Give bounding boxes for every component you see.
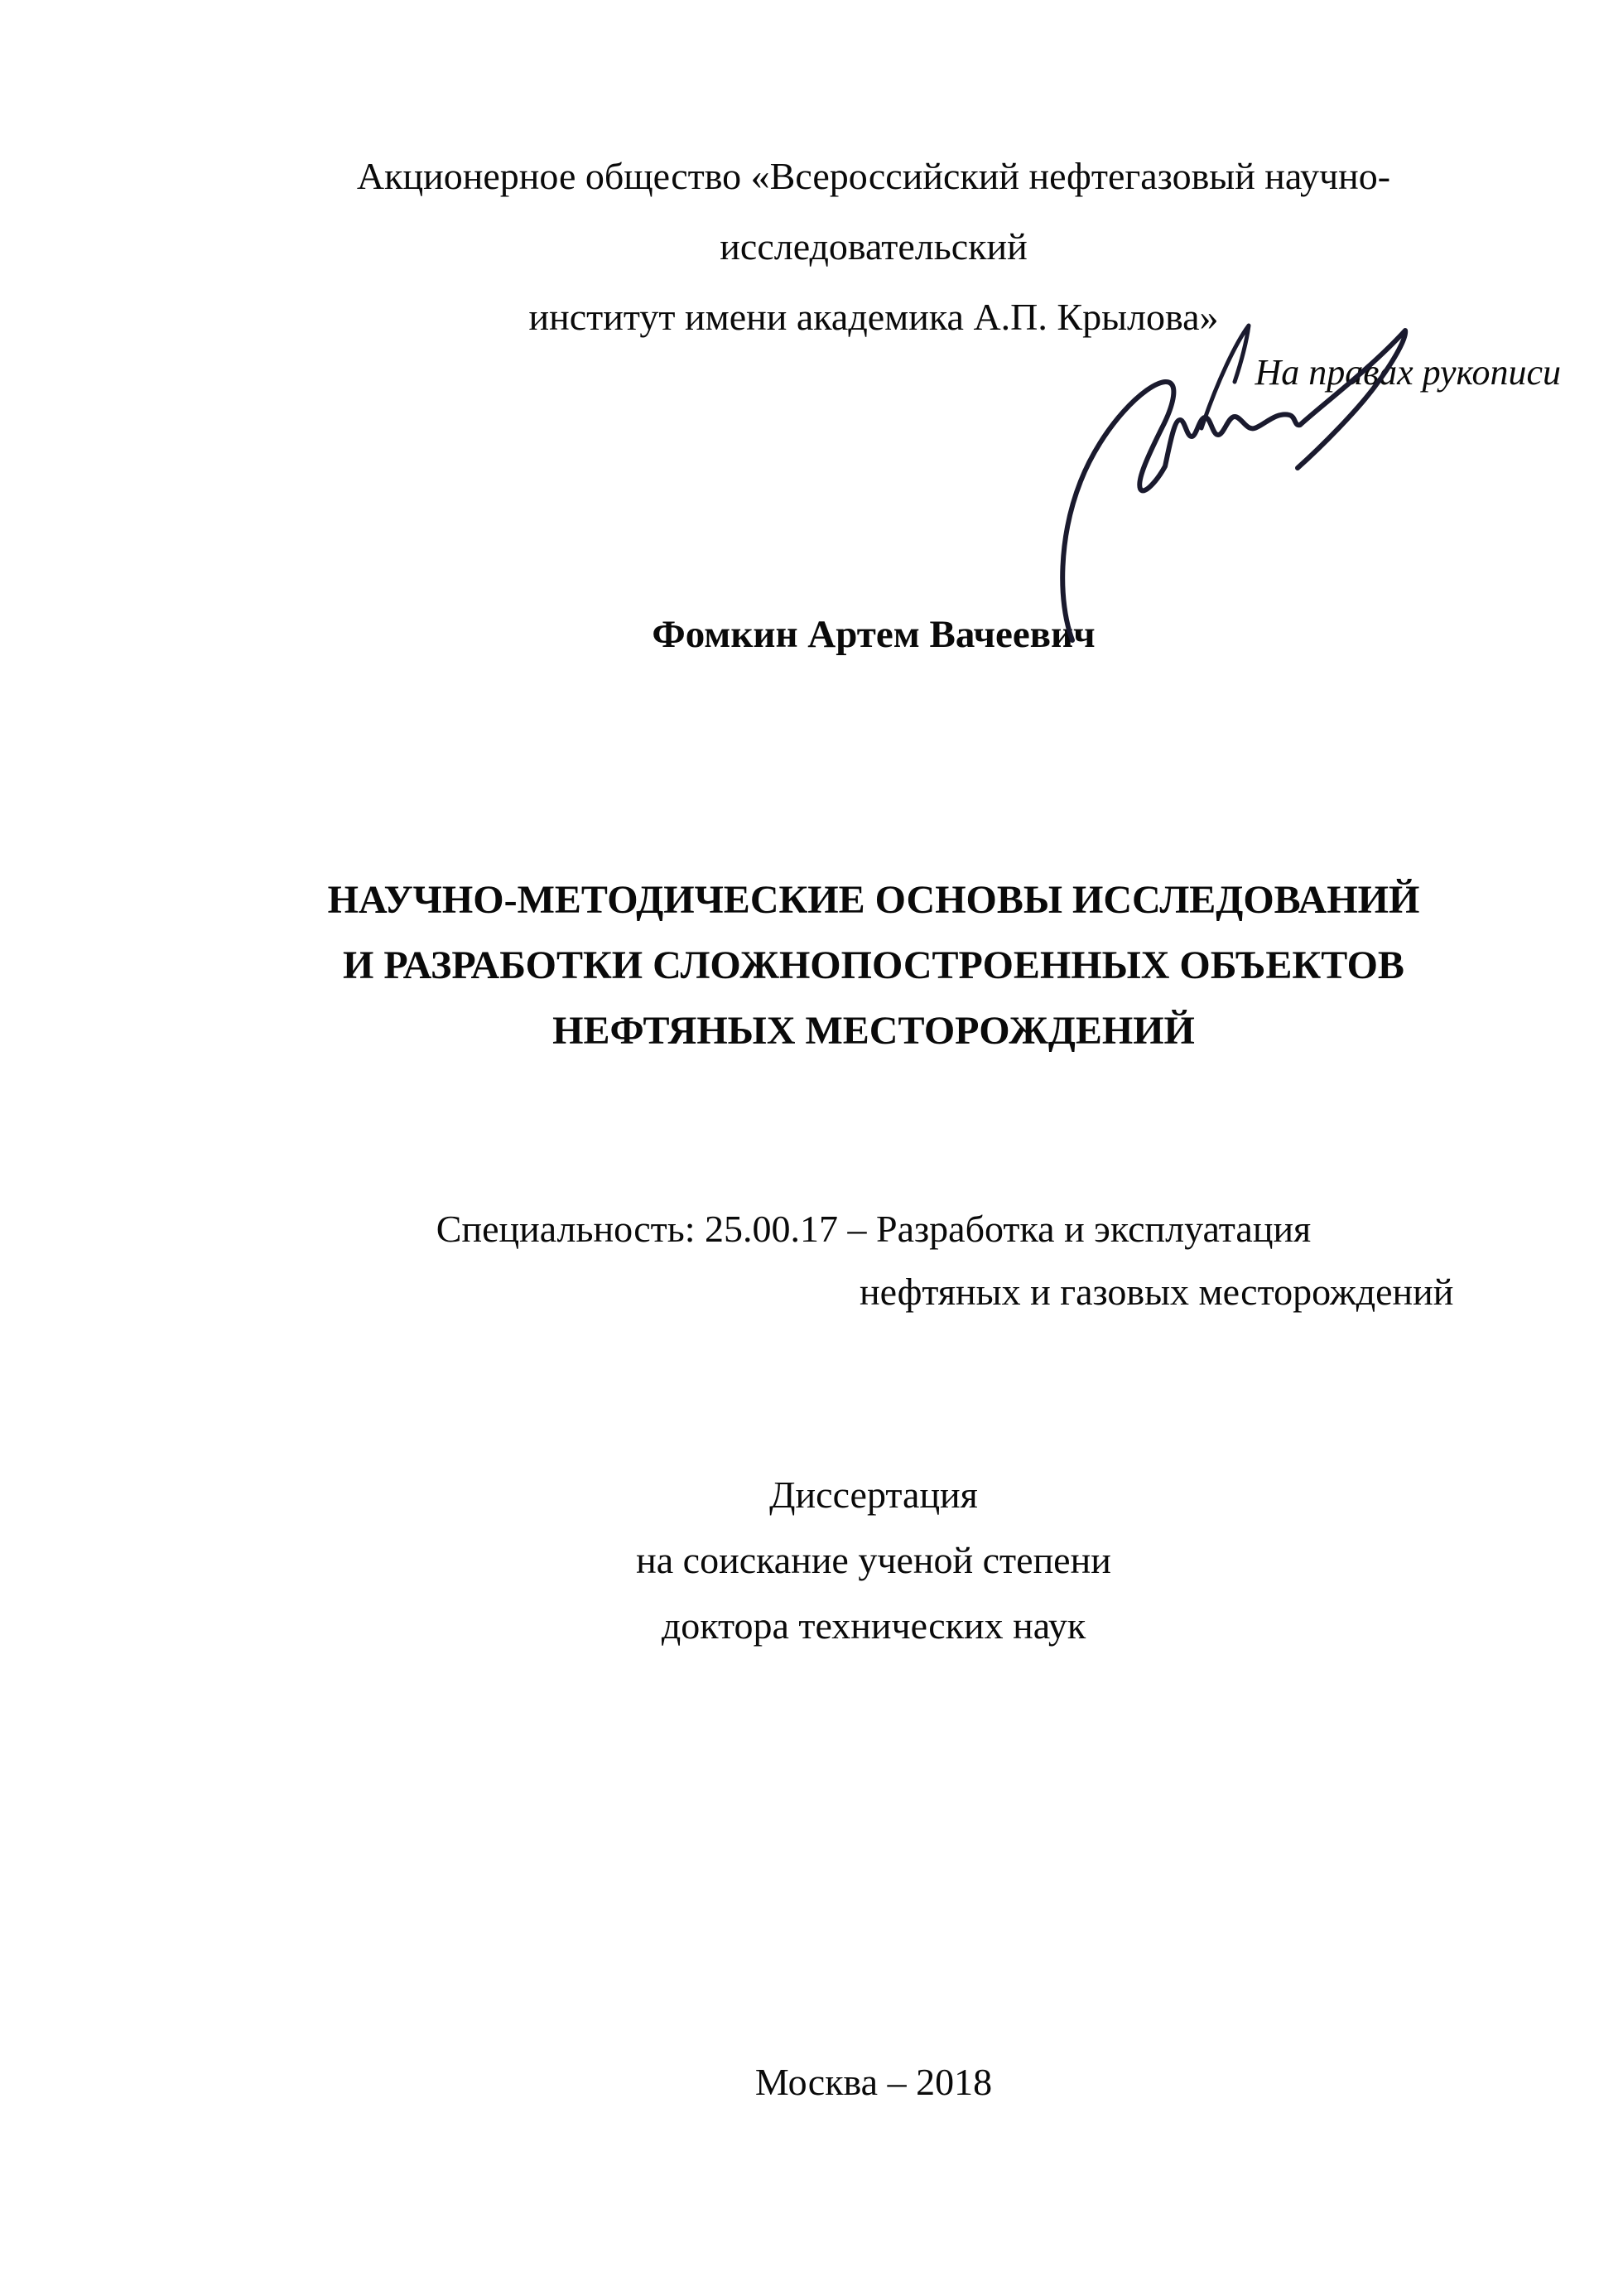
title-line-2: И РАЗРАБОТКИ СЛОЖНОПОСТРОЕННЫХ ОБЪЕКТОВ xyxy=(343,943,1404,987)
thesis-type-block xyxy=(236,1462,1511,1658)
specialty-line-1: Специальность: 25.00.17 – Разработка и эксплуатация xyxy=(436,1208,1312,1250)
organization-line-1: Акционерное общество «Всероссийский нефтегазовый научно-исследовательский xyxy=(356,155,1391,268)
organization-line-2: институт имени академика А.П. Крылова» xyxy=(528,296,1219,338)
specialty-block xyxy=(236,1198,1511,1324)
title-line-3: НЕФТЯНЫХ МЕСТОРОЖДЕНИЙ xyxy=(552,1009,1195,1053)
specialty-line-2: нефтяных и газовых месторождений xyxy=(860,1271,1454,1313)
title-line-1: НАУЧНО-МЕТОДИЧЕСКИЕ ОСНОВЫ ИССЛЕДОВАНИЙ xyxy=(327,878,1420,922)
dissertation-title xyxy=(236,867,1511,1064)
thesis-purpose: на соискание ученой степени xyxy=(636,1539,1111,1581)
thesis-degree: доктора технических наук xyxy=(661,1604,1086,1647)
city-year: Москва – 2018 xyxy=(754,2061,993,2103)
thesis-type: Диссертация xyxy=(769,1474,978,1516)
manuscript-rights-note: На правах рукописи xyxy=(1255,352,1561,393)
author-name: Фомкин Артем Вачеевич xyxy=(652,613,1096,656)
signature-scrawl-icon xyxy=(1047,319,1478,650)
